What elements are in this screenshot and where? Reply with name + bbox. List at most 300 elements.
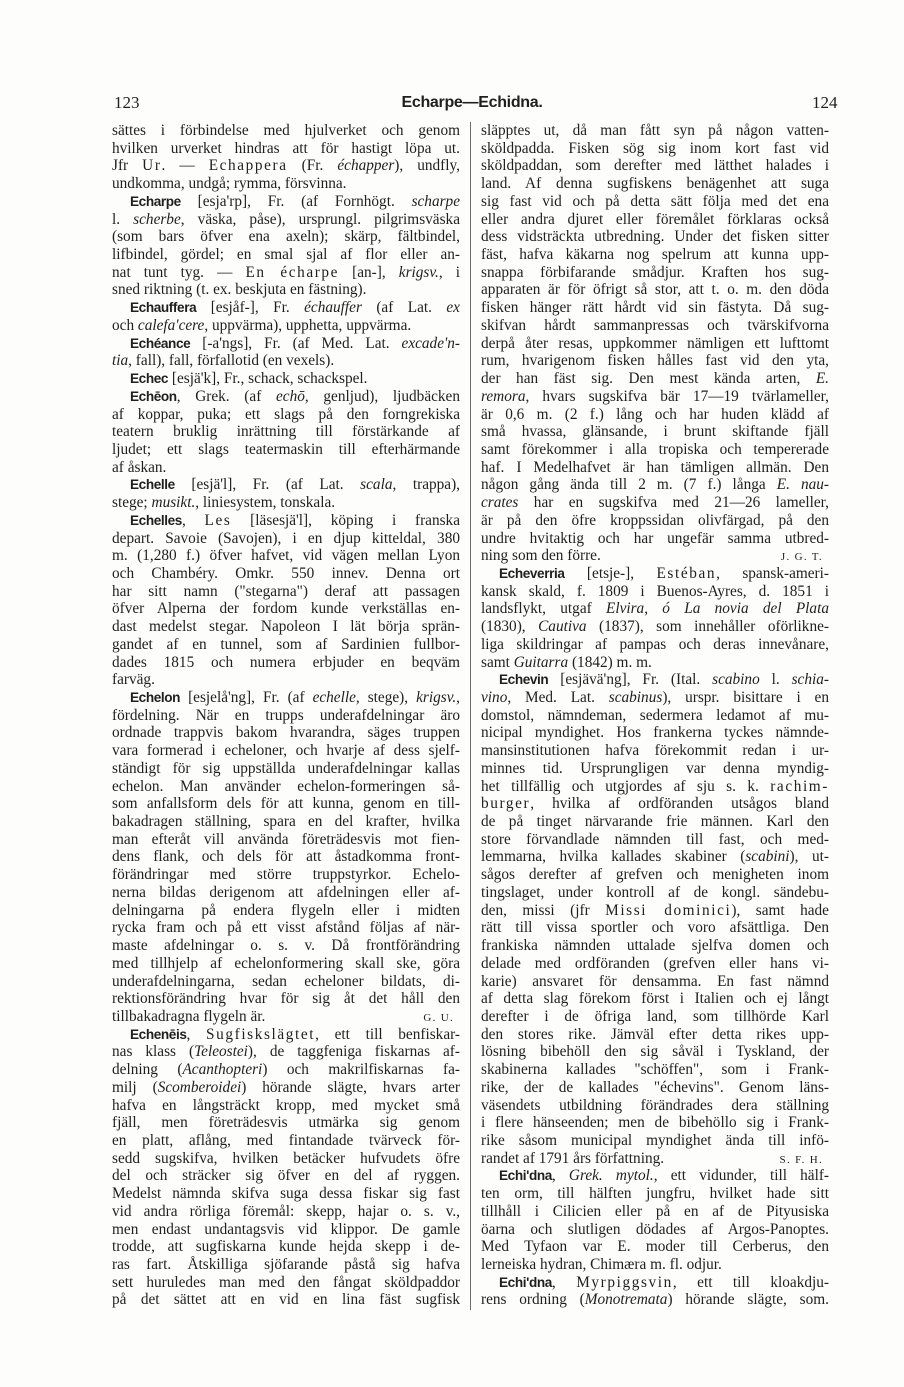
spaced-text: Ur [142, 157, 162, 175]
spaced-text: En écharpe [245, 263, 340, 281]
text-run: lemmarna, hvilka kallades skabiner ( [481, 848, 746, 866]
entry-paragraph [481, 1167, 829, 1273]
line-text [112, 1150, 460, 1167]
text-run: , spansk-ameri- [716, 564, 829, 582]
text-line [481, 1203, 829, 1221]
text-run: echelon. Man använder echelon-formeringen så- [112, 777, 460, 795]
italic-term: krigsv. [416, 689, 457, 706]
text-run: skifvan hårdt sammanpressas och tvärskifvorna [481, 316, 829, 334]
line-text [481, 193, 829, 210]
text-line [481, 1008, 829, 1026]
text-run: , liniesystem, tonskala. [195, 494, 336, 512]
line-text [112, 1221, 460, 1238]
page-number-left: 123 [114, 93, 140, 112]
text-line [112, 742, 460, 760]
text-line [112, 724, 460, 742]
author-signature: G. U. [423, 1011, 454, 1024]
line-text [112, 636, 460, 653]
text-line [112, 476, 460, 494]
headword: Echenēis [130, 1026, 187, 1042]
text-line [481, 175, 829, 193]
line-text [112, 848, 460, 865]
line-text [481, 1238, 829, 1255]
entry-paragraph [112, 512, 460, 689]
text-line [481, 299, 829, 317]
line-text [112, 423, 460, 440]
line-text [481, 1043, 829, 1060]
line-text [112, 1132, 460, 1149]
text-run: randet af 1791 års författning. [481, 1149, 665, 1167]
line-text [112, 1238, 460, 1255]
headword: Echeverria [499, 565, 565, 581]
italic-term: echelle [312, 689, 356, 706]
italic-term: Elvira, ó La novia del Plata [605, 600, 829, 618]
line-text [112, 583, 460, 600]
text-run: [etsje-], [564, 564, 657, 582]
text-run: och [112, 316, 138, 334]
text-run: ständigt för sig uppställda underafdelningar kallas [112, 759, 460, 777]
spaced-text: Les [204, 511, 232, 529]
text-line [481, 724, 829, 742]
text-line [112, 175, 460, 193]
entry-paragraph [112, 689, 460, 1026]
text-run: [esjåf-], Fr. [196, 299, 305, 317]
text-line [112, 530, 460, 548]
text-run: hvilken urverket hindras att för hastigt löpa ut. [112, 139, 460, 157]
text-line [481, 1238, 829, 1256]
italic-term: scabino [712, 671, 760, 689]
line-text [112, 1061, 460, 1078]
line-text [481, 1079, 829, 1096]
text-run: bakadragen ställning, spara en del krafter, hvilka [112, 813, 460, 831]
text-run: delade med ordföranden (grefven eller hans vi- [481, 954, 829, 972]
text-run: samt [481, 653, 514, 671]
line-text [112, 866, 460, 883]
column-divider [470, 122, 471, 1310]
text-run: [läsesjä'l], köping i franska [231, 511, 460, 529]
text-line [481, 973, 829, 991]
line-text [112, 671, 155, 688]
line-text [130, 335, 460, 352]
text-line [112, 512, 460, 530]
italic-term: Scomberoidei [157, 1078, 242, 1096]
line-text [112, 246, 460, 263]
text-line [481, 1114, 829, 1132]
spaced-text: Estéban [656, 564, 717, 582]
text-run: derefter i de öfriga land, som tillhörde Karl [481, 1007, 829, 1025]
headword: Echi'dna [499, 1274, 552, 1290]
line-text [481, 1061, 829, 1078]
text-run: rum, hvarigenom fisken hålles fast vid den yta, [481, 352, 829, 370]
text-run: de på tinget närvarande frie männen. Karl den [481, 813, 829, 831]
entry-paragraph [112, 193, 460, 299]
text-run: [esjä'k], Fr., schack, schackspel. [168, 370, 368, 388]
line-text [130, 1026, 460, 1043]
text-run: rike såsom municipal myndighet ända till infö- [481, 1131, 829, 1149]
italic-term: Grek. mytol. [568, 1167, 654, 1185]
text-run: [esja'rp], Fr. (af Fornhögt. [180, 192, 412, 210]
text-line [112, 122, 460, 140]
text-run: ), urspr. bisittare i en [662, 689, 829, 706]
text-line [112, 636, 460, 654]
line-text [481, 370, 829, 387]
text-line [481, 1274, 829, 1292]
line-text [112, 1114, 460, 1131]
text-line [112, 157, 460, 175]
line-text [481, 1150, 664, 1168]
text-run: rätt till vissa sportler och voro afsättliga. Den [481, 919, 829, 937]
text-line [112, 1008, 460, 1026]
line-text [112, 211, 460, 228]
line-text [481, 530, 829, 547]
text-line [481, 140, 829, 158]
text-run: domstol, nämndeman, sedermera ledamot af mu- [481, 706, 829, 724]
text-run: fäst, hafva käkarna nog spelrum att kunna upp- [481, 246, 829, 264]
line-text [481, 600, 829, 617]
italic-term: musikt. [151, 494, 196, 512]
text-run: lerneiska hydran, Chimæra m. fl. odjur. [481, 1256, 722, 1273]
text-run: farväg. [112, 671, 155, 689]
text-line [112, 973, 460, 991]
text-run: sned riktning (t. ex. beskjuta en fästning). [112, 281, 367, 299]
text-line [112, 1274, 460, 1292]
text-run: [esjävä'ng], Fr. (Ital. [548, 671, 713, 689]
text-line [481, 778, 829, 796]
line-text [481, 299, 829, 316]
running-title: Echarpe—Echidna. [401, 94, 543, 111]
line-text [481, 122, 829, 139]
text-run: öarna och slutligen dödades af Argos-Panoptes. [481, 1220, 829, 1238]
text-run: rens ordning ( [481, 1291, 585, 1309]
line-text [481, 795, 829, 812]
text-run: ordnade trappvis bakom hvarandra, säges truppen [112, 724, 460, 742]
line-text [481, 1008, 829, 1025]
text-line [112, 140, 460, 158]
text-run: ) och makrilfiskarnas fa- [262, 1061, 460, 1079]
text-line [481, 476, 829, 494]
text-run: med tillhjelp af echelonformering skall ske, göra [112, 954, 460, 972]
entry-paragraph [112, 335, 460, 370]
text-run: sköldpaddan, som derefter med lätthet halades i [481, 157, 829, 175]
text-run: , trappa), [392, 476, 460, 494]
text-line [481, 1185, 829, 1203]
text-run: Jfr [112, 157, 143, 175]
line-text [481, 423, 829, 440]
text-run: underafdelningarna, sedan echeloner bildats, di- [112, 972, 460, 990]
text-run: , ett vidunder, till hälf- [653, 1167, 830, 1185]
text-run: derpå åter resas, uppkommer nämligen ett lufttomt [481, 334, 829, 352]
entry-paragraph [112, 299, 460, 334]
text-run: , Grek. (af [176, 387, 276, 405]
text-line [481, 707, 829, 725]
line-text [112, 1291, 460, 1308]
text-line [112, 760, 460, 778]
text-line [481, 193, 829, 211]
text-line [112, 866, 460, 884]
line-text [112, 157, 460, 174]
line-text [481, 211, 829, 228]
italic-term: Acanthopteri [182, 1061, 263, 1079]
text-run: dens flank, och dels för att åstadkomma front- [112, 848, 460, 866]
text-line [112, 618, 460, 636]
text-line [481, 530, 829, 548]
text-run: små hvassa, glänsande, i brunt skiftande fjäll [481, 423, 829, 441]
text-line [481, 990, 829, 1008]
spaced-text: burger [481, 795, 531, 813]
text-line [112, 1291, 460, 1309]
line-text [112, 175, 347, 192]
text-run: någon gång ända till 2 m. (7 f.) långa [481, 476, 777, 494]
line-text [481, 707, 829, 724]
text-line [481, 565, 829, 583]
line-text [112, 228, 460, 245]
text-line [481, 795, 829, 813]
line-text [481, 902, 829, 919]
text-line [481, 370, 829, 388]
text-run: Medelst nämnda skifva suga dessa fiskar sig fast [112, 1185, 460, 1203]
text-line [112, 1167, 460, 1185]
line-text [481, 317, 829, 334]
text-line [112, 1203, 460, 1221]
headword: Echelon [130, 690, 181, 705]
line-text [112, 1043, 460, 1060]
text-line [481, 1026, 829, 1044]
italic-term: crates [481, 494, 519, 512]
spaced-text: Myrpiggsvin [576, 1273, 673, 1291]
line-text [481, 547, 601, 565]
text-line [481, 618, 829, 636]
text-run: liga skildringar af pampas och deras innevånare, [481, 635, 829, 653]
text-line [481, 600, 829, 618]
line-text [112, 1167, 460, 1184]
line-text [112, 140, 460, 157]
text-run: undkomma, undgå; rymma, försvinna. [112, 175, 347, 193]
text-run: maste afdelningar o. s. v. Då frontförändring [112, 937, 460, 955]
text-line [112, 813, 460, 831]
text-run: ning som den förre. [481, 547, 601, 565]
text-run: , ett till kloakdju- [672, 1273, 829, 1291]
text-line [481, 848, 829, 866]
text-line [112, 370, 460, 388]
entry-paragraph [481, 1274, 829, 1309]
text-line [481, 352, 829, 370]
line-text [112, 990, 460, 1007]
line-text [481, 264, 829, 281]
text-run: ), de taggfeniga fiskarnas af- [247, 1043, 460, 1061]
line-text [112, 122, 460, 139]
text-run: ), undfly, [394, 157, 461, 175]
italic-term: scharpe [411, 192, 460, 210]
line-text [112, 724, 460, 741]
line-text [499, 1274, 829, 1291]
text-run: en platt, aflång, med fintandade tvärveck för- [112, 1131, 460, 1149]
italic-term: Monotremata [584, 1291, 668, 1309]
text-line [481, 636, 829, 654]
text-run: trodde, att sugfiskarna kunde hejda skepp i de- [112, 1238, 460, 1256]
text-line [481, 1221, 829, 1239]
text-run: den stores rike. Jämväl efter detta rikes upp- [481, 1025, 829, 1043]
line-text [112, 264, 460, 281]
line-text [112, 406, 460, 423]
left-column [112, 122, 460, 1309]
text-run: samt förekommer i alla tropiska och tempererade [481, 440, 829, 458]
line-text [112, 530, 460, 547]
italic-term: échauffer [304, 299, 362, 317]
italic-term: scala [360, 476, 393, 494]
text-run: , genljud), ljudbäcken [304, 387, 460, 405]
text-run: öfver Alperna der fordom kunde verkställas en- [112, 600, 460, 618]
text-line [481, 547, 829, 565]
line-text [112, 565, 460, 582]
text-run: rike, der de kallades "échevins". Genom läns- [481, 1078, 829, 1096]
line-text [112, 973, 460, 990]
text-line [481, 228, 829, 246]
entry-paragraph [112, 476, 460, 511]
text-run: , [186, 1025, 207, 1043]
text-run: depart. Savoie (Savojen), i en djup kitteldal, 380 [112, 529, 460, 547]
text-run: undre hvitaktig och har ungefär samma utbred- [481, 529, 829, 547]
text-run: ) hörande slägte, hvars arter [241, 1078, 460, 1096]
text-run: sig fast vid och på detta sätt följa med det ena [481, 192, 829, 210]
line-text [481, 140, 829, 157]
text-run: nas klass ( [112, 1043, 195, 1061]
text-run: som anfallsform dels för att kunna, genom en till- [112, 795, 460, 813]
line-text [481, 1221, 829, 1238]
line-text [112, 618, 460, 635]
text-line [481, 264, 829, 282]
italic-term: remora [481, 387, 526, 405]
text-line [481, 813, 829, 831]
line-text [481, 228, 829, 245]
headword: Echelles [130, 512, 182, 528]
text-run: sågos derefter af grefven och menigheten inom [481, 866, 829, 884]
text-line [481, 459, 829, 477]
text-run: het tillfällig och utgjordes af sju s. k. [481, 777, 771, 795]
text-run: är på den öfre kroppssidan olivfärgad, på den [481, 511, 829, 529]
text-run: fördelning. När en trupps underafdelningar äro [112, 706, 460, 724]
text-line [112, 1043, 460, 1061]
text-line [481, 1043, 829, 1061]
line-text [112, 707, 460, 724]
line-text [481, 973, 829, 990]
text-run: tillbakadragna flygeln är. [112, 1007, 266, 1025]
text-run: gandet af en tunnel, som af Sardinien fullbor- [112, 635, 460, 653]
text-run: har en sugskifva med 21—26 lameller, [518, 494, 829, 512]
line-text [481, 866, 829, 883]
text-run: haf. I Medelhafvet är han tämligen allmän. Den [481, 458, 829, 476]
text-run: i flere hänseenden; men de bibehöllo sig i Frank- [481, 1114, 829, 1132]
text-line [112, 1150, 460, 1168]
text-line [481, 742, 829, 760]
line-text [499, 1167, 829, 1184]
italic-term: echō [275, 387, 305, 405]
text-line [112, 778, 460, 796]
text-line [481, 441, 829, 459]
text-run: Med Tyfaon var E. moder till Cerberus, den [481, 1238, 829, 1256]
entry-paragraph [481, 122, 829, 565]
line-text [481, 760, 829, 777]
italic-term: excade'n- [401, 334, 460, 352]
text-run: (1842) m. m. [568, 653, 652, 671]
line-text [481, 335, 829, 352]
text-run: , hvars sugskifva bär 17—19 tvärlameller, [525, 387, 829, 405]
text-run: nat tunt tyg. — [112, 263, 246, 281]
text-line [112, 388, 460, 406]
line-text [481, 919, 829, 936]
line-text [481, 1097, 829, 1114]
spaced-text: Missi dominici [605, 901, 732, 919]
text-line [481, 122, 829, 140]
text-run: och Chambéry. Omkr. 550 innev. Denna ort [112, 564, 460, 582]
text-line [481, 902, 829, 920]
text-run: förändringar med större truppstyrkor. Echelo- [112, 866, 460, 884]
italic-term: tia [112, 352, 129, 370]
line-text [499, 565, 829, 582]
line-text [481, 1132, 829, 1149]
text-line [112, 1097, 460, 1115]
text-line [112, 211, 460, 229]
text-run: vara formerad i echeloner, och hvarje af dess sjelf- [112, 742, 460, 760]
text-run: [esjä'l], Fr. (af Lat. [174, 476, 361, 494]
text-run: dades 1815 och numera erbjuder en beqväm [112, 653, 460, 671]
line-text [481, 1114, 829, 1131]
text-run: ljudet; ett slags teatermaskin till efterhärmande [112, 440, 460, 458]
line-text [112, 1274, 460, 1291]
text-line [481, 884, 829, 902]
text-line [112, 317, 460, 335]
text-line [481, 1167, 829, 1185]
text-run: milj ( [112, 1078, 158, 1096]
line-text [481, 441, 829, 458]
spaced-text: Sugfiskslägtet [206, 1025, 316, 1043]
text-run: delningarna på endera flygeln eller i midten [112, 901, 460, 919]
page-number-right: 124 [812, 93, 838, 112]
line-text [481, 1026, 829, 1043]
line-text [112, 778, 460, 795]
text-line [481, 281, 829, 299]
line-text [481, 494, 829, 511]
text-run: af koppar, puka; ett slags på den forngrekiska [112, 405, 460, 423]
text-run: teatern bruklig inrättning till förstärkande af [112, 423, 460, 441]
line-text [112, 1079, 460, 1096]
text-line [112, 919, 460, 937]
text-run: nicipal myndighet. Hos frankerna tyckes nämnde- [481, 724, 829, 742]
line-text [112, 902, 460, 919]
text-run: [an-], [339, 263, 399, 281]
line-text [481, 1291, 829, 1308]
line-text [112, 494, 335, 511]
line-text [112, 884, 460, 901]
line-text [481, 476, 829, 493]
text-line [112, 494, 460, 512]
headword: Echec [130, 371, 169, 387]
text-line [112, 352, 460, 370]
line-text [481, 459, 829, 476]
line-text [481, 388, 829, 405]
text-line [112, 1061, 460, 1079]
headword: Echarpe [130, 193, 181, 209]
line-text [130, 193, 460, 210]
text-line [481, 406, 829, 424]
text-line [481, 955, 829, 973]
entry-paragraph [112, 1026, 460, 1310]
line-text [481, 175, 829, 192]
headword: Echēon [130, 388, 177, 404]
text-run: ) hörande slägte, som. [667, 1291, 829, 1309]
line-text [112, 317, 411, 334]
text-run: fjäll, men företrädesvis utmärka sig genom [112, 1114, 460, 1132]
text-run: hafva en långsträckt kropp, med mycket små [112, 1096, 460, 1114]
